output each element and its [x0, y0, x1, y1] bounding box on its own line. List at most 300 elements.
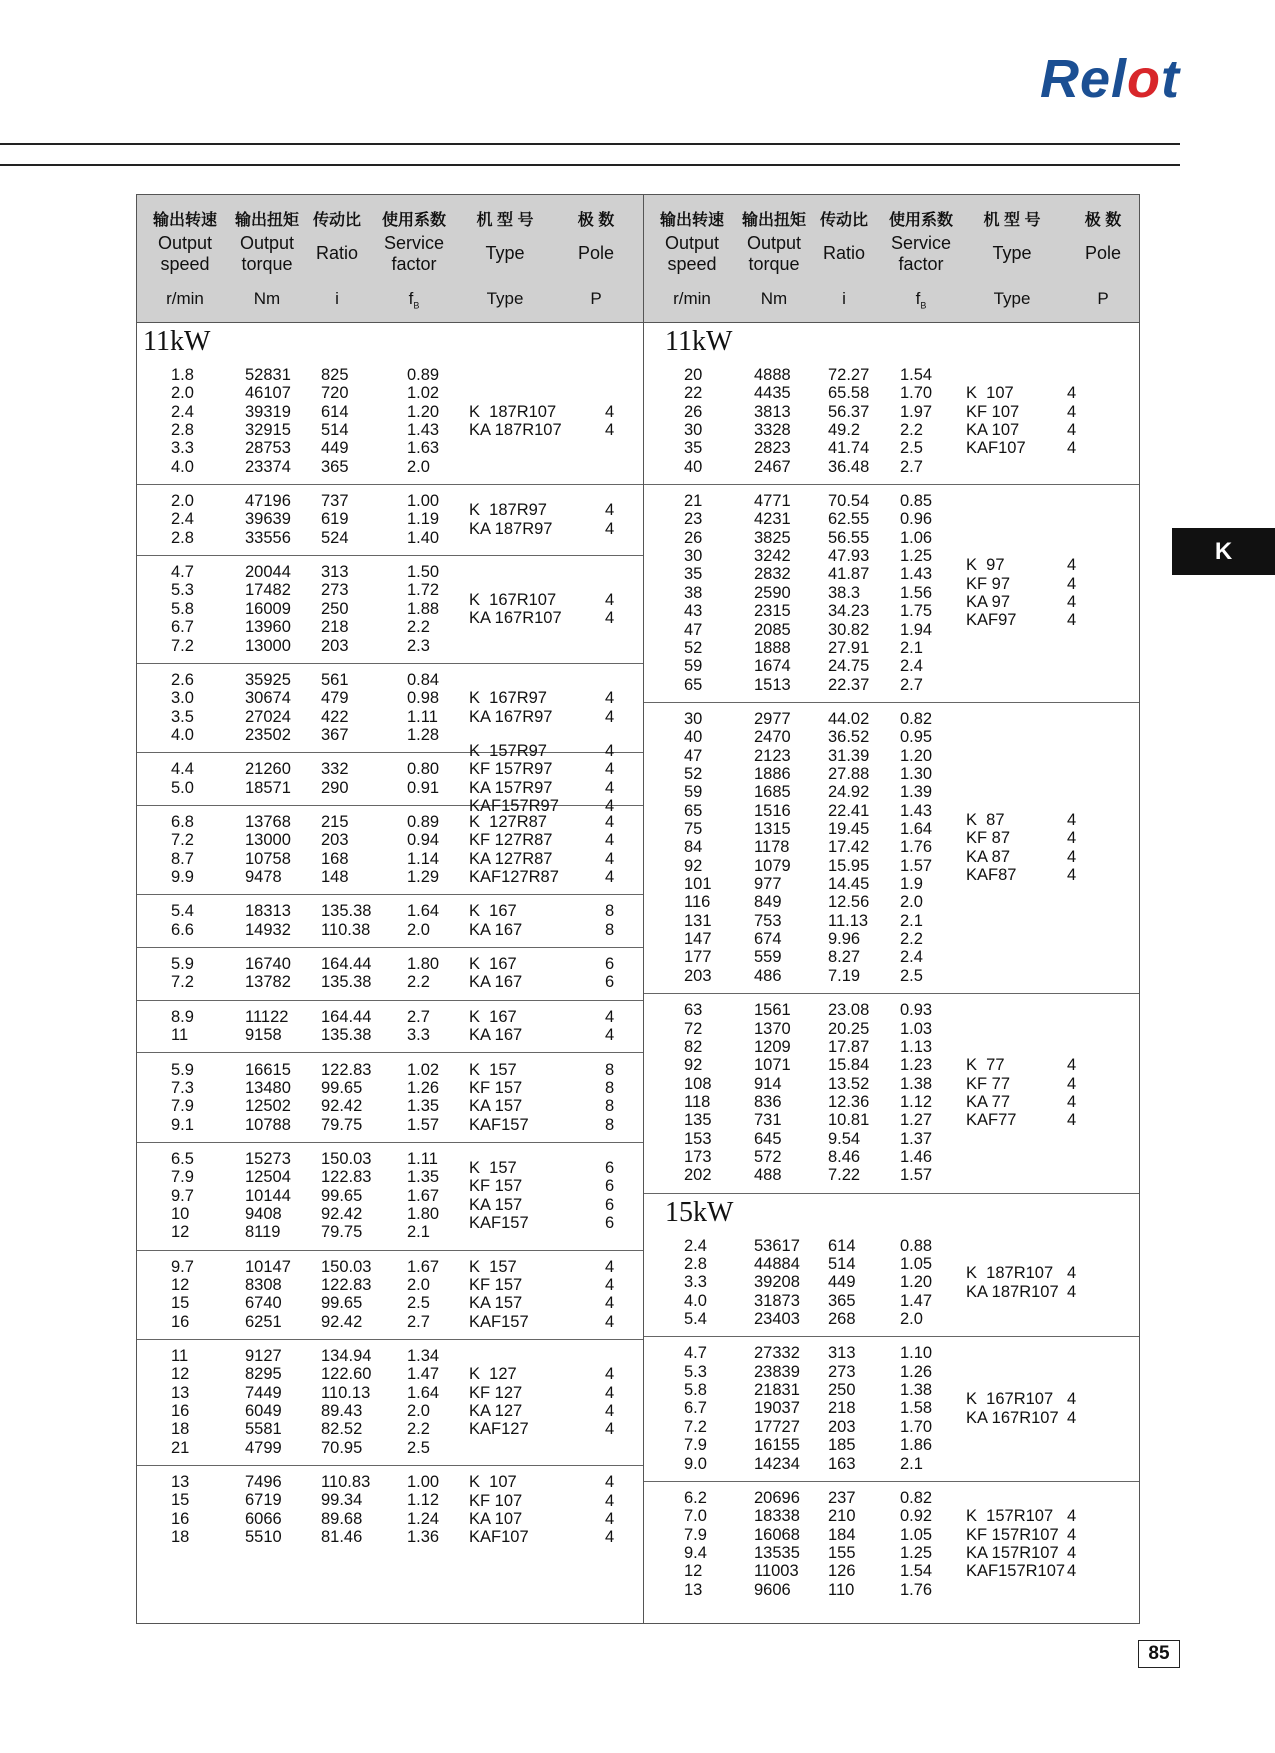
- table-row: [137, 921, 643, 939]
- ratio-cell: 56.55: [828, 528, 870, 547]
- table-row: [137, 492, 643, 510]
- table-row: [137, 1061, 643, 1079]
- speed-cell: 118: [684, 1092, 711, 1111]
- type-cell: K 187R107: [966, 1264, 1054, 1283]
- torque-cell: 23502: [245, 725, 291, 744]
- type-cell: K 157: [469, 1257, 517, 1276]
- factor-cell: 1.37: [900, 1129, 933, 1148]
- factor-cell: 1.19: [407, 510, 440, 529]
- ratio-cell: 92.42: [321, 1312, 363, 1331]
- speed-cell: 21: [171, 1438, 190, 1457]
- table-row: [644, 547, 1139, 565]
- group-right-1: [644, 484, 1139, 703]
- speed-cell: 4.7: [171, 563, 194, 582]
- speed-cell: 65: [684, 801, 703, 820]
- factor-cell: 1.64: [900, 820, 933, 839]
- ratio-cell: 479: [321, 689, 349, 708]
- table-row: [137, 403, 643, 421]
- speed-cell: 2.8: [684, 1255, 707, 1274]
- ratio-cell: 72.27: [828, 366, 870, 384]
- table-row: [644, 747, 1139, 765]
- factor-cell: 2.5: [900, 966, 923, 985]
- table-row: [644, 1489, 1139, 1507]
- speed-cell: 153: [684, 1129, 712, 1148]
- speed-cell: 131: [684, 911, 712, 930]
- ratio-cell: 825: [321, 366, 349, 384]
- speed-cell: 177: [684, 948, 712, 967]
- table-row: [644, 802, 1139, 820]
- torque-cell: 10147: [245, 1257, 291, 1276]
- torque-cell: 572: [754, 1147, 782, 1166]
- type-cell: KF 157: [469, 1276, 523, 1295]
- group-left-5: [137, 805, 643, 895]
- fb-subscript: B: [413, 300, 420, 311]
- ratio-cell: 31.39: [828, 746, 870, 765]
- ratio-cell: 332: [321, 760, 349, 779]
- factor-cell: 1.20: [900, 746, 933, 765]
- torque-cell: 35925: [245, 670, 291, 689]
- pole-cell: 4: [605, 1420, 615, 1439]
- speed-cell: 135: [684, 1111, 712, 1130]
- pole-cell: 4: [605, 519, 615, 538]
- ratio-cell: 290: [321, 778, 349, 797]
- ratio-cell: 38.3: [828, 583, 861, 602]
- torque-cell: 17727: [754, 1417, 800, 1436]
- table-body: [137, 322, 1139, 1623]
- table-header: [137, 195, 1139, 323]
- ratio-cell: 9.54: [828, 1129, 861, 1148]
- pole-cell: 4: [605, 1509, 615, 1528]
- ratio-cell: 365: [321, 457, 349, 476]
- pole-cell: 4: [605, 689, 615, 708]
- ratio-cell: 614: [321, 402, 349, 421]
- type-cell: KA 157: [469, 1294, 523, 1313]
- header-cn-5: 极 数: [1084, 212, 1122, 229]
- ratio-cell: 17.42: [828, 838, 870, 857]
- factor-cell: 1.75: [900, 602, 933, 621]
- header-sym-1: [231, 289, 303, 309]
- table-row: [644, 366, 1139, 384]
- speed-cell: 147: [684, 930, 712, 949]
- factor-cell: 2.2: [407, 1420, 430, 1439]
- ratio-cell: 449: [828, 1273, 856, 1292]
- torque-cell: 13000: [245, 831, 291, 850]
- torque-cell: 13782: [245, 973, 291, 992]
- table-row: [644, 492, 1139, 510]
- table-row: [644, 1093, 1139, 1111]
- speed-cell: 5.8: [171, 599, 194, 618]
- torque-cell: 6740: [245, 1294, 282, 1313]
- torque-cell: 488: [754, 1166, 782, 1185]
- group-left-8: [137, 1000, 643, 1054]
- type-cell: KA 107: [469, 1509, 523, 1528]
- factor-cell: 1.47: [407, 1365, 440, 1384]
- pole-cell: 6: [605, 973, 615, 992]
- factor-cell: 1.10: [900, 1344, 933, 1363]
- factor-cell: 1.05: [900, 1255, 933, 1274]
- group-left-9: [137, 1053, 643, 1143]
- torque-cell: 14932: [245, 920, 291, 939]
- speed-cell: 13: [684, 1580, 703, 1599]
- ratio-cell: 273: [828, 1362, 856, 1381]
- ratio-cell: 122.60: [321, 1365, 372, 1384]
- factor-cell: 2.0: [407, 1275, 430, 1294]
- speed-cell: 3.3: [684, 1273, 707, 1292]
- header-en-line: Service: [890, 233, 952, 253]
- pole-cell: 4: [605, 590, 615, 609]
- torque-cell: 16615: [245, 1060, 291, 1079]
- ratio-cell: 150.03: [321, 1257, 372, 1276]
- table-row: [137, 366, 643, 384]
- pole-cell: 4: [605, 796, 615, 815]
- type-cell: K 157R107: [966, 1507, 1054, 1526]
- speed-cell: 30: [684, 421, 703, 440]
- factor-cell: 2.4: [900, 948, 923, 967]
- ratio-cell: 134.94: [321, 1347, 372, 1366]
- torque-cell: 9478: [245, 868, 282, 887]
- header-sym-5: [1066, 289, 1140, 309]
- header-sym-0: [149, 289, 221, 309]
- torque-cell: 1315: [754, 820, 791, 839]
- table-row: [137, 421, 643, 439]
- factor-cell: 1.26: [407, 1078, 440, 1097]
- type-cell: KAF97: [966, 611, 1017, 630]
- header-en-line: Pole: [577, 243, 615, 263]
- table-row: [644, 1166, 1139, 1184]
- torque-cell: 2977: [754, 709, 791, 728]
- torque-cell: 17482: [245, 581, 291, 600]
- speed-cell: 72: [684, 1019, 703, 1038]
- header-sym-text: Nm: [253, 289, 281, 308]
- header-en-line: speed: [160, 254, 210, 274]
- ratio-cell: 110.83: [321, 1473, 371, 1492]
- ratio-cell: 92.42: [321, 1204, 363, 1223]
- speed-cell: 5.3: [171, 581, 194, 600]
- pole-cell: 4: [1067, 593, 1077, 612]
- speed-cell: 26: [684, 402, 703, 421]
- ratio-cell: 150.03: [321, 1149, 372, 1168]
- factor-cell: 1.43: [900, 565, 933, 584]
- table-row: [644, 1237, 1139, 1255]
- pole-cell: 4: [605, 609, 615, 628]
- table-row: [644, 1399, 1139, 1417]
- speed-cell: 202: [684, 1166, 712, 1185]
- pole-cell: 4: [605, 813, 615, 832]
- type-cell: KA 77: [966, 1092, 1011, 1111]
- header-cn-1: 输出扭矩: [741, 212, 806, 229]
- speed-cell: 7.9: [171, 1097, 194, 1116]
- factor-cell: 1.86: [900, 1436, 933, 1455]
- speed-cell: 2.8: [171, 421, 194, 440]
- ratio-cell: 14.45: [828, 875, 870, 894]
- header-sym-3: [884, 289, 958, 310]
- factor-cell: 2.0: [900, 1310, 923, 1329]
- speed-cell: 12: [171, 1365, 190, 1384]
- type-cell: K 167: [469, 955, 517, 974]
- torque-cell: 8119: [245, 1223, 281, 1242]
- pole-cell: 4: [605, 1007, 615, 1026]
- pole-cell: 4: [1067, 865, 1077, 884]
- table-row: [137, 671, 643, 689]
- pole-cell: 8: [605, 1097, 615, 1116]
- speed-cell: 2.0: [171, 492, 194, 511]
- factor-cell: 1.58: [900, 1399, 933, 1418]
- ratio-cell: 215: [321, 813, 349, 831]
- factor-cell: 2.1: [900, 638, 923, 657]
- torque-cell: 47196: [245, 492, 291, 511]
- ratio-cell: 524: [321, 528, 349, 547]
- factor-cell: 1.94: [900, 620, 933, 639]
- ratio-cell: 561: [321, 670, 349, 689]
- pole-cell: 4: [1067, 1111, 1077, 1130]
- factor-cell: 0.92: [900, 1507, 933, 1526]
- speed-cell: 3.5: [171, 707, 194, 726]
- torque-cell: 6049: [245, 1402, 282, 1421]
- power-rating: 11kW: [665, 326, 733, 357]
- factor-cell: 1.36: [407, 1528, 440, 1547]
- pole-cell: 4: [1067, 1562, 1077, 1581]
- speed-cell: 4.0: [684, 1291, 707, 1310]
- speed-cell: 4.0: [171, 725, 194, 744]
- ratio-cell: 237: [828, 1488, 856, 1507]
- factor-cell: 1.12: [900, 1092, 933, 1111]
- ratio-cell: 164.44: [321, 955, 372, 974]
- speed-cell: 173: [684, 1147, 712, 1166]
- speed-cell: 9.1: [171, 1115, 194, 1134]
- type-cell: K 77: [966, 1056, 1005, 1075]
- type-cell: K 167: [469, 902, 517, 921]
- speed-cell: 16: [171, 1509, 190, 1528]
- factor-cell: 1.03: [900, 1019, 933, 1038]
- group-left-6: [137, 894, 643, 948]
- ratio-cell: 79.75: [321, 1115, 363, 1134]
- type-cell: KA 127: [469, 1402, 523, 1421]
- speed-cell: 2.0: [171, 384, 194, 403]
- ratio-cell: 12.56: [828, 893, 870, 912]
- type-cell: K 107: [966, 384, 1014, 403]
- header-en-0: [149, 233, 221, 275]
- table-row: [137, 813, 643, 831]
- table-row: [644, 403, 1139, 421]
- type-cell: KAF157: [469, 1312, 529, 1331]
- factor-cell: 0.88: [900, 1236, 933, 1255]
- header-sym-2: [305, 289, 369, 309]
- group-left-13: [137, 1465, 643, 1554]
- ratio-cell: 122.83: [321, 1060, 372, 1079]
- factor-cell: 1.54: [900, 366, 933, 384]
- ratio-cell: 70.95: [321, 1438, 363, 1457]
- table-row: [644, 875, 1139, 893]
- table-row: [137, 1205, 643, 1223]
- factor-cell: 1.20: [900, 1273, 933, 1292]
- ratio-cell: 737: [321, 492, 349, 511]
- factor-cell: 1.34: [407, 1347, 440, 1366]
- factor-cell: 2.4: [900, 657, 923, 676]
- header-en-line: Output: [239, 233, 295, 253]
- speed-cell: 23: [684, 510, 703, 529]
- table-row: [137, 510, 643, 528]
- speed-cell: 65: [684, 675, 703, 694]
- pole-cell: 4: [605, 1402, 615, 1421]
- header-rule-top: [0, 143, 1180, 145]
- speed-cell: 7.2: [171, 973, 194, 992]
- header-en-0: [656, 233, 728, 275]
- factor-cell: 1.67: [407, 1186, 440, 1205]
- header-en-line: factor: [391, 254, 437, 274]
- speed-cell: 8.9: [171, 1007, 194, 1026]
- type-cell: KA 167R97: [469, 707, 553, 726]
- ratio-cell: 164.44: [321, 1007, 372, 1026]
- type-cell: K 167R107: [469, 590, 557, 609]
- type-cell: KA 187R107: [966, 1282, 1059, 1301]
- torque-cell: 28753: [245, 439, 291, 458]
- pole-cell: 4: [1067, 1264, 1077, 1283]
- pole-cell: 4: [605, 1312, 615, 1331]
- type-cell: KA 167: [469, 973, 523, 992]
- torque-cell: 9408: [245, 1204, 282, 1223]
- speed-cell: 5.3: [684, 1362, 707, 1381]
- type-cell: KF 107: [966, 402, 1020, 421]
- header-en-line: Output: [746, 233, 802, 253]
- header-sym-text: i: [842, 289, 846, 308]
- factor-cell: 1.11: [407, 1149, 438, 1168]
- ratio-cell: 79.75: [321, 1223, 363, 1242]
- table-row: [644, 510, 1139, 528]
- speed-cell: 18: [171, 1528, 190, 1547]
- torque-cell: 1674: [754, 657, 791, 676]
- speed-cell: 4.4: [171, 760, 194, 779]
- factor-cell: 2.2: [900, 421, 923, 440]
- torque-cell: 14234: [754, 1454, 800, 1473]
- table-row: [644, 1273, 1139, 1291]
- factor-cell: 1.80: [407, 1204, 440, 1223]
- table-row: [137, 1008, 643, 1026]
- type-cell: KF 107: [469, 1491, 523, 1510]
- speed-cell: 4.0: [171, 457, 194, 476]
- factor-cell: 0.94: [407, 831, 440, 850]
- pole-cell: 6: [605, 1177, 615, 1196]
- table-row: [137, 708, 643, 726]
- factor-cell: 1.43: [900, 801, 933, 820]
- factor-cell: 1.25: [900, 1543, 933, 1562]
- group-right-3: [644, 993, 1139, 1194]
- ratio-cell: 20.25: [828, 1019, 870, 1038]
- ratio-cell: 422: [321, 707, 349, 726]
- ratio-cell: 184: [828, 1525, 856, 1544]
- type-cell: KF 127: [469, 1383, 523, 1402]
- torque-cell: 6251: [245, 1312, 282, 1331]
- torque-cell: 20696: [754, 1488, 800, 1507]
- table-row: [644, 384, 1139, 402]
- header-en-1: [738, 233, 810, 275]
- speed-cell: 7.3: [171, 1078, 194, 1097]
- torque-cell: 23403: [754, 1310, 800, 1329]
- speed-cell: 59: [684, 657, 703, 676]
- speed-cell: 9.4: [684, 1543, 707, 1562]
- type-cell: KA 167: [469, 1026, 523, 1045]
- type-cell: K 167: [469, 1007, 517, 1026]
- torque-cell: 11003: [754, 1562, 799, 1581]
- ratio-cell: 7.22: [828, 1166, 861, 1185]
- table-row: [137, 618, 643, 636]
- speed-cell: 108: [684, 1074, 712, 1093]
- ratio-cell: 203: [321, 831, 349, 850]
- factor-cell: 1.29: [407, 868, 440, 887]
- table-row: [644, 1363, 1139, 1381]
- torque-cell: 559: [754, 948, 782, 967]
- pole-cell: 4: [1067, 421, 1077, 440]
- factor-cell: 1.11: [407, 707, 438, 726]
- ratio-cell: 30.82: [828, 620, 870, 639]
- torque-cell: 1888: [754, 638, 791, 657]
- type-cell: K 107: [469, 1473, 517, 1492]
- factor-cell: 2.1: [407, 1223, 430, 1242]
- ratio-cell: 720: [321, 384, 349, 403]
- factor-cell: 0.98: [407, 689, 440, 708]
- ratio-cell: 619: [321, 510, 349, 529]
- ratio-cell: 24.75: [828, 657, 870, 676]
- speed-cell: 52: [684, 764, 703, 783]
- ratio-cell: 11.13: [828, 911, 869, 930]
- pole-cell: 4: [1067, 1092, 1077, 1111]
- factor-cell: 2.0: [900, 893, 923, 912]
- pole-cell: 4: [605, 1257, 615, 1276]
- type-cell: KF 157R97: [469, 760, 553, 779]
- pole-cell: 6: [605, 1195, 615, 1214]
- table-row: [644, 838, 1139, 856]
- table-row: [644, 1344, 1139, 1362]
- type-cell: KA 157R97: [469, 778, 553, 797]
- header-en-line: Type: [992, 243, 1032, 263]
- speed-cell: 52: [684, 638, 703, 657]
- ratio-cell: 22.37: [828, 675, 870, 694]
- table-row: [644, 893, 1139, 911]
- left-column: [137, 322, 643, 1623]
- factor-cell: 1.54: [900, 1562, 933, 1581]
- table-row: [137, 1528, 643, 1546]
- factor-cell: 1.25: [900, 547, 933, 566]
- torque-cell: 645: [754, 1129, 782, 1148]
- ratio-cell: 155: [828, 1543, 856, 1562]
- header-sym-2: [812, 289, 876, 309]
- speed-cell: 2.8: [171, 528, 194, 547]
- group-right-2: [644, 702, 1139, 994]
- table-row: [644, 710, 1139, 728]
- factor-cell: 1.57: [900, 1166, 933, 1185]
- type-cell: KA 157: [469, 1097, 523, 1116]
- speed-cell: 75: [684, 820, 703, 839]
- ratio-cell: 44.02: [828, 709, 870, 728]
- factor-cell: 2.1: [900, 911, 923, 930]
- group-left-7: [137, 947, 643, 1001]
- factor-cell: 1.64: [407, 902, 440, 921]
- pole-cell: 8: [605, 902, 615, 921]
- pole-cell: 4: [605, 501, 615, 520]
- pole-cell: 4: [605, 831, 615, 850]
- torque-cell: 15273: [245, 1149, 291, 1168]
- factor-cell: 1.35: [407, 1097, 440, 1116]
- header-cn-1: 输出扭矩: [234, 212, 299, 229]
- torque-cell: 1516: [754, 801, 791, 820]
- table-row: [644, 1130, 1139, 1148]
- pole-cell: 4: [605, 1491, 615, 1510]
- header-en-line: speed: [667, 254, 717, 274]
- pole-cell: 4: [605, 742, 615, 761]
- ratio-cell: 65.58: [828, 384, 870, 403]
- table-row: [644, 1075, 1139, 1093]
- pole-cell: 4: [1067, 829, 1077, 848]
- ratio-cell: 99.34: [321, 1491, 363, 1510]
